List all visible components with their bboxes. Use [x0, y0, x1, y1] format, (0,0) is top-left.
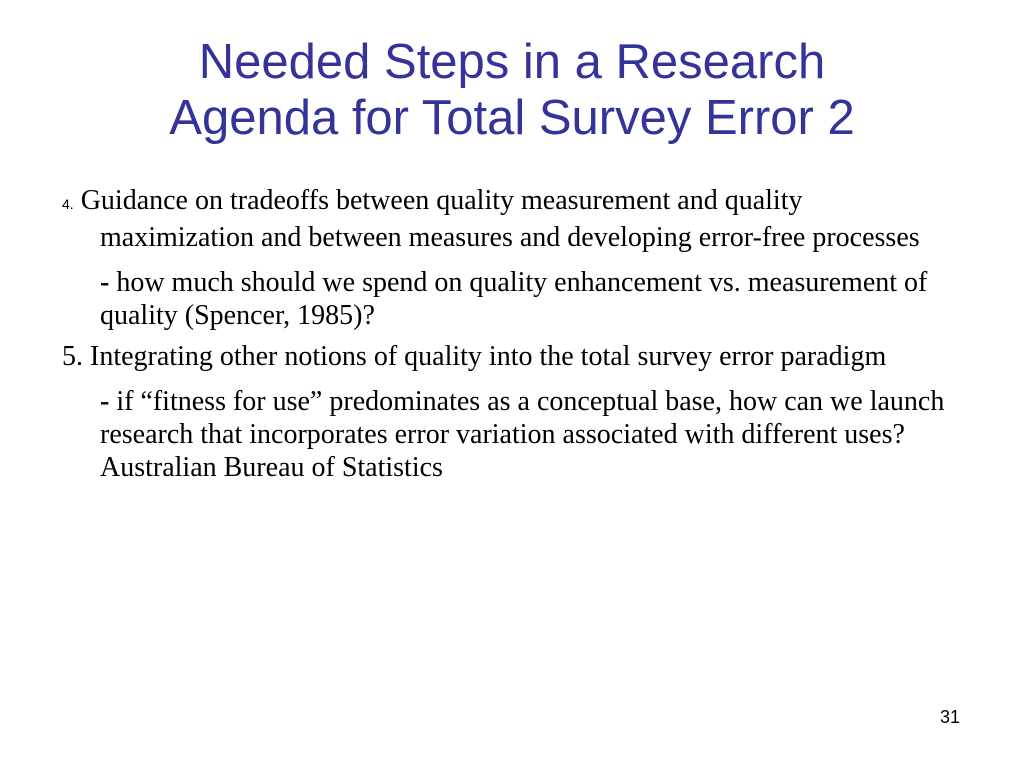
sub-item-4 — [62, 266, 962, 332]
slide-title — [0, 34, 1024, 146]
list-item-4 — [62, 184, 962, 254]
sub-item-text: how much should we spend on quality enhancement vs. measurement of quality (Spencer, 1985)? — [100, 267, 928, 331]
slide-title-line-2: Agenda for Total Survey Error 2 — [169, 91, 855, 145]
item-number: 4. — [62, 196, 74, 212]
item-text: Guidance on tradeoffs between quality measurement and quality maximization and between measures and developing error-free processes — [80, 185, 920, 253]
sub-item-dash: - — [100, 386, 110, 417]
list-item-5 — [62, 340, 962, 373]
slide-body — [62, 184, 962, 492]
page-number: 31 — [939, 707, 960, 727]
item-number: 5. — [62, 341, 83, 372]
sub-item-dash: - — [100, 267, 110, 298]
sub-item-text: if “fitness for use” predominates as a conceptual base, how can we launch research that incorporates error variation associated with different uses? Australian Bureau of Statistics — [100, 386, 945, 483]
item-text: Integrating other notions of quality into the total survey error paradigm — [90, 341, 887, 372]
slide-title-line-1: Needed Steps in a Research — [198, 35, 826, 89]
sub-item-5 — [62, 385, 962, 484]
